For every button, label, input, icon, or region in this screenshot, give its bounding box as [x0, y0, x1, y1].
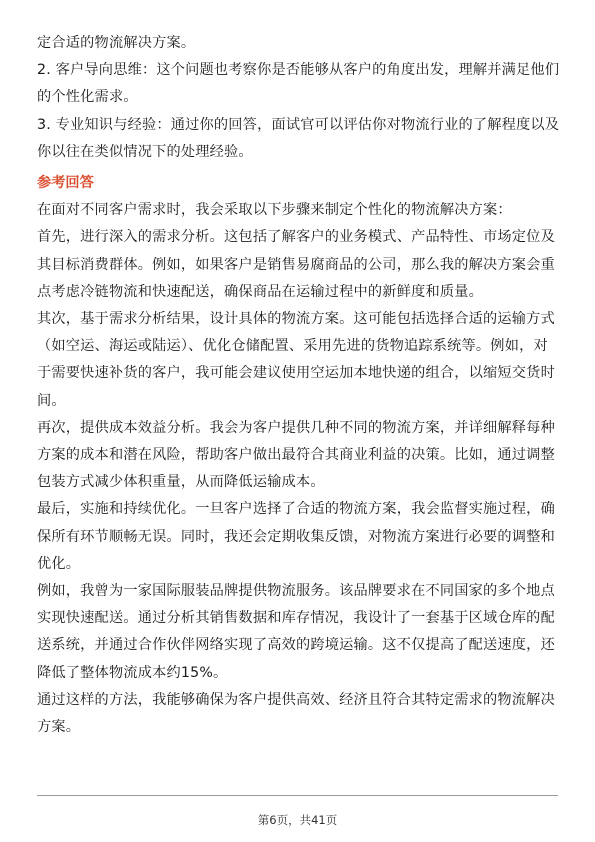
text-line: 方案。	[37, 719, 81, 736]
text-line: 通过这样的方法，我能够确保为客户提供高效、经济且符合其特定需求的物流解决	[37, 691, 555, 708]
text-line: 保所有环节顺畅无误。同时，我还会定期收集反馈，对物流方案进行必要的调整和	[37, 528, 555, 545]
answer-paragraph-conclusion	[37, 687, 559, 741]
intro-paragraph	[37, 30, 559, 57]
text-line: 降低了整体物流成本约15%。	[37, 664, 228, 681]
answer-intro-paragraph	[37, 197, 559, 224]
answer-paragraph-third	[37, 415, 559, 497]
text-line: 其次，基于需求分析结果，设计具体的物流方案。这可能包括选择合适的运输方式	[37, 311, 555, 328]
text-line: 优化。	[37, 555, 81, 572]
answer-paragraph-last	[37, 496, 559, 578]
text-line: 实现快速配送。通过分析其销售数据和库存情况，我设计了一套基于区域仓库的配	[37, 610, 555, 627]
text-line: 你以往在类似情况下的处理经验。	[37, 143, 253, 160]
footer-divider	[37, 795, 558, 796]
point-item-3	[37, 112, 559, 166]
text-line: 例如，我曾为一家国际服装品牌提供物流服务。该品牌要求在不同国家的多个地点	[37, 583, 555, 600]
text-line: 的个性化需求。	[37, 89, 138, 106]
text-line: 包装方式减少体积重量，从而降低运输成本。	[37, 474, 325, 491]
text-line: 其目标消费群体。例如，如果客户是销售易腐商品的公司，那么我的解决方案会重	[37, 256, 555, 273]
answer-paragraph-second	[37, 306, 559, 415]
answer-heading: 参考回答	[37, 175, 94, 192]
text-line: 3. 专业知识与经验：通过你的回答，面试官可以评估你对物流行业的了解程度以及	[37, 116, 560, 133]
point-item-2	[37, 57, 559, 111]
text-line: （如空运、海运或陆运）、优化仓储配置、采用先进的货物追踪系统等。例如，对	[37, 338, 548, 355]
text-line: 间。	[37, 392, 66, 409]
page-number: 第6页，共41页	[257, 813, 338, 827]
text-line: 最后，实施和持续优化。一旦客户选择了合适的物流方案，我会监督实施过程，确	[37, 501, 555, 518]
page-content	[37, 30, 559, 741]
text-line: 在面对不同客户需求时，我会采取以下步骤来制定个性化的物流解决方案：	[37, 202, 512, 219]
text-line: 方案的成本和潜在风险，帮助客户做出最符合其商业利益的决策。比如，通过调整	[37, 447, 555, 464]
text-line: 定合适的物流解决方案。	[37, 35, 196, 51]
text-line: 首先，进行深入的需求分析。这包括了解客户的业务模式、产品特性、市场定位及	[37, 229, 555, 246]
answer-paragraph-example	[37, 578, 559, 687]
text-line: 再次，提供成本效益分析。我会为客户提供几种不同的物流方案，并详细解释每种	[37, 419, 555, 436]
text-line: 于需要快速补货的客户，我可能会建议使用空运加本地快递的组合，以缩短交货时	[37, 365, 555, 382]
text-line: 点考虑冷链物流和快速配送，确保商品在运输过程中的新鲜度和质量。	[37, 283, 484, 300]
answer-paragraph-first	[37, 224, 559, 306]
text-line: 送系统，并通过合作伙伴网络实现了高效的跨境运输。这不仅提高了配送速度，还	[37, 637, 555, 654]
text-line: 2. 客户导向思维：这个问题也考察你是否能够从客户的角度出发，理解并满足他们	[37, 62, 560, 79]
